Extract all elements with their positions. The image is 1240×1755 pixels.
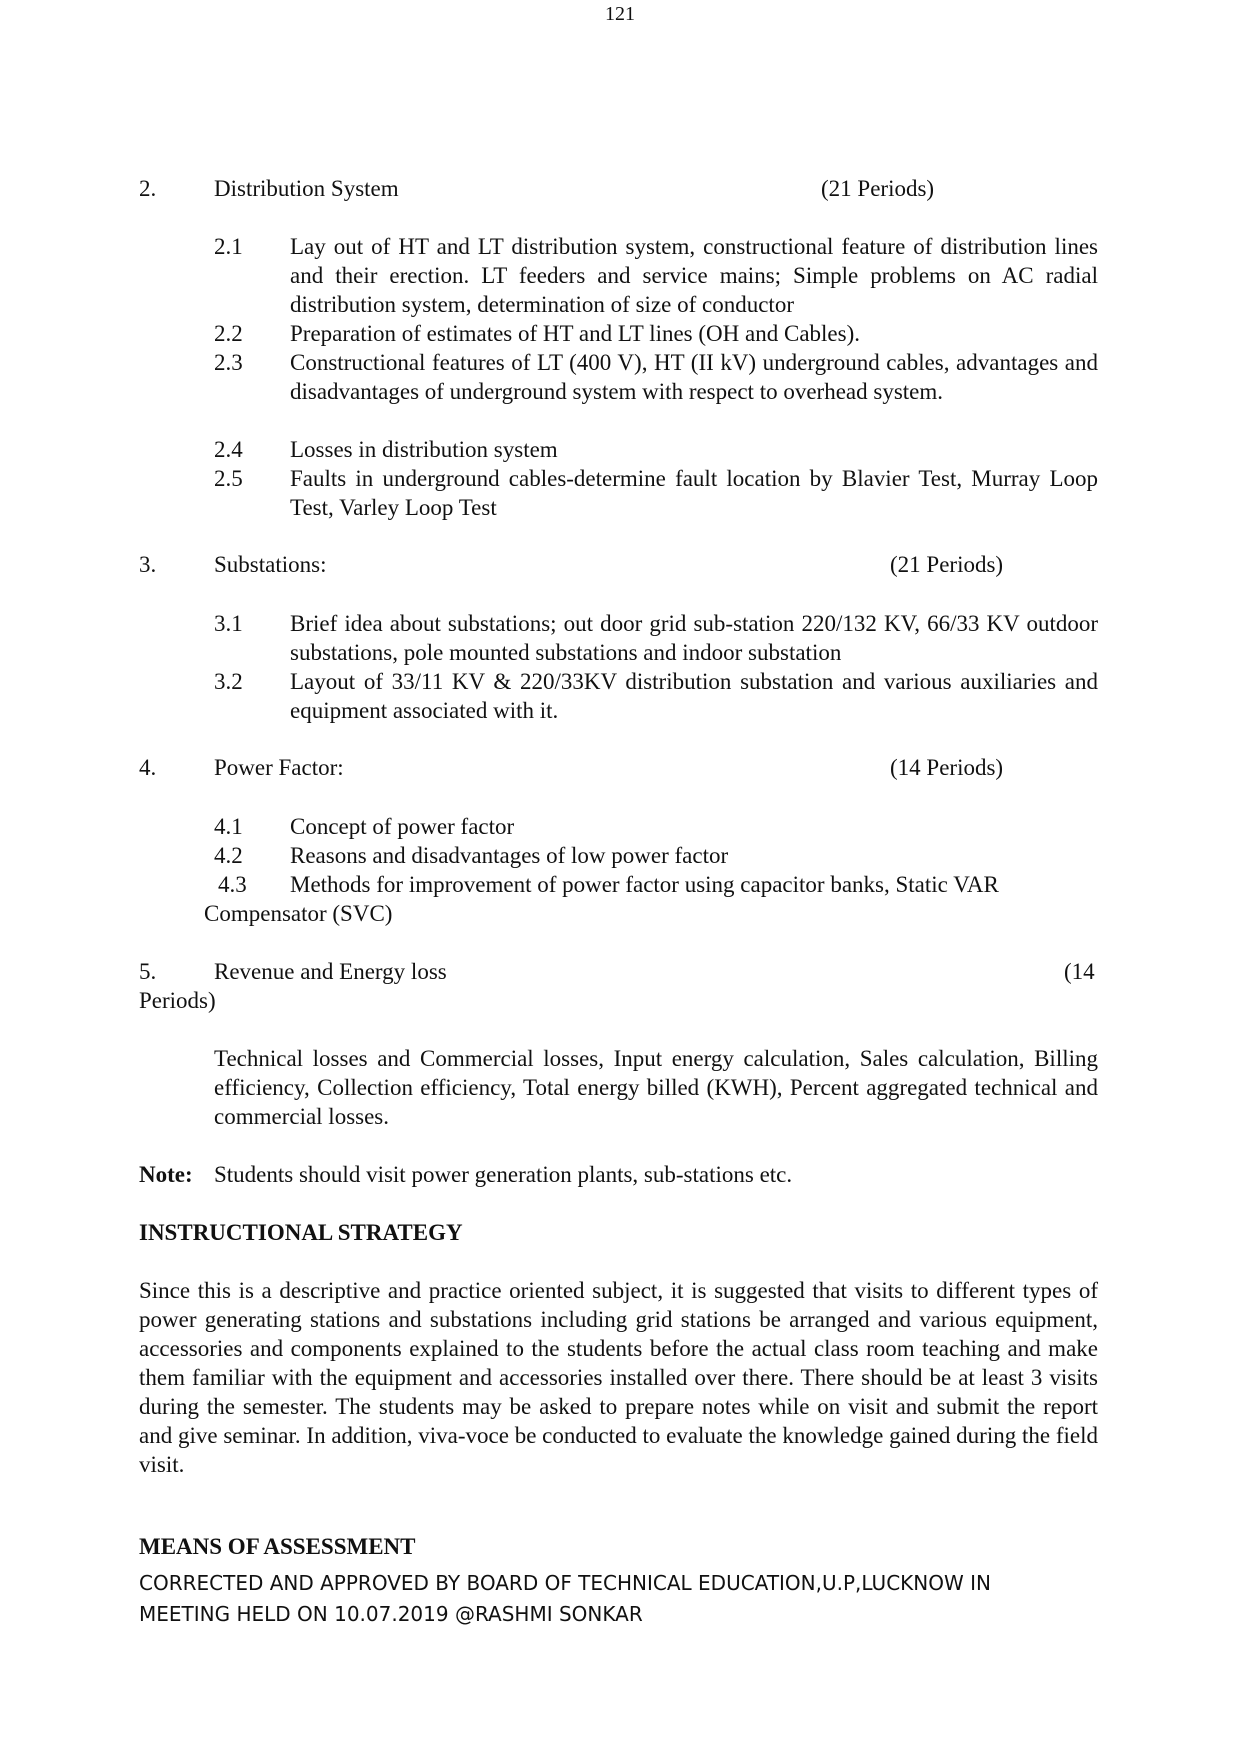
section-number: 3. <box>139 552 157 577</box>
means-of-assessment-heading: MEANS OF ASSESSMENT <box>139 1534 416 1559</box>
note-label: Note: <box>139 1162 193 1187</box>
list-item <box>214 870 1098 899</box>
list-item <box>214 841 1098 870</box>
list-item <box>214 348 1098 406</box>
item-text: Faults in underground cables-determine fault location by Blavier Test, Murray Loop Test, Varley Loop Test <box>290 466 1098 520</box>
item-number: 3.2 <box>214 669 243 694</box>
page-number: 121 <box>605 3 635 25</box>
instructional-strategy-heading: INSTRUCTIONAL STRATEGY <box>139 1220 463 1245</box>
item-text: Lay out of HT and LT distribution system, constructional feature of distribution lines and their erection. LT feeders and service mains; Simple problems on AC radial distribution system, determination of size of conductor <box>290 234 1098 317</box>
list-item <box>214 464 1098 522</box>
list-item <box>214 609 1098 667</box>
item-number: 3.1 <box>214 611 243 636</box>
list-item <box>214 435 1098 464</box>
item-text: Brief idea about substations; out door grid sub-station 220/132 KV, 66/33 KV outdoor substations, pole mounted substations and indoor substation <box>290 611 1098 665</box>
list-item <box>214 319 1098 348</box>
list-item <box>214 667 1098 725</box>
section-title: Power Factor: <box>214 755 344 780</box>
item-number: 2.1 <box>214 234 243 259</box>
section-number: 2. <box>139 176 157 201</box>
section-body: Technical losses and Commercial losses, Input energy calculation, Sales calculation, Billing efficiency, Collection efficiency, Total energy billed (KWH), Percent aggregated technical and commercial losses. <box>214 1046 1098 1129</box>
section-number: 5. <box>139 959 157 984</box>
item-number: 4.2 <box>214 843 243 868</box>
item-number: 2.2 <box>214 321 243 346</box>
item-number: 2.3 <box>214 350 243 375</box>
section-periods: (21 Periods) <box>890 552 1004 577</box>
section-periods: (14 Periods) <box>890 755 1004 780</box>
item-number: 4.1 <box>214 814 243 839</box>
note-text: Students should visit power generation plants, sub-stations etc. <box>214 1162 793 1187</box>
item-number: 2.5 <box>214 466 243 491</box>
footer-line-2: MEETING HELD ON 10.07.2019 @RASHMI SONKAR <box>139 1602 643 1626</box>
item-text: Reasons and disadvantages of low power factor <box>290 843 729 868</box>
item-text: Methods for improvement of power factor using capacitor banks, Static VAR <box>290 872 999 897</box>
item-text-continuation: Compensator (SVC) <box>204 901 393 926</box>
section-periods: (14 <box>1064 959 1095 984</box>
item-text: Constructional features of LT (400 V), HT (II kV) underground cables, advantages and disadvantages of underground system with respect to overhead system. <box>290 350 1098 404</box>
item-text: Losses in distribution system <box>290 437 558 462</box>
item-text: Preparation of estimates of HT and LT lines (OH and Cables). <box>290 321 860 346</box>
section-periods: (21 Periods) <box>821 176 935 201</box>
item-number: 2.4 <box>214 437 243 462</box>
section-title: Distribution System <box>214 176 399 201</box>
item-text: Layout of 33/11 KV & 220/33KV distribution substation and various auxiliaries and equipment associated with it. <box>290 669 1098 723</box>
instructional-strategy-text: Since this is a descriptive and practice oriented subject, it is suggested that visits to different types of power generating stations and substations including grid stations be arranged and various equipment, accessories and components explained to the students before the actual class room teaching and make them familiar with the equipment and accessories installed over there. There should be at least 3 visits during the semester. The students may be asked to prepare notes while on visit and submit the report and give seminar. In addition, viva-voce be conducted to evaluate the knowledge gained during the field visit. <box>139 1278 1098 1477</box>
item-text: Concept of power factor <box>290 814 515 839</box>
section-title: Substations: <box>214 552 327 577</box>
list-item <box>214 812 1098 841</box>
section-periods-continuation: Periods) <box>139 988 216 1013</box>
section-number: 4. <box>139 755 157 780</box>
footer-line-1: CORRECTED AND APPROVED BY BOARD OF TECHNICAL EDUCATION,U.P,LUCKNOW IN <box>139 1571 991 1595</box>
list-item <box>214 232 1098 319</box>
item-number: 4.3 <box>218 872 247 897</box>
footer-approval <box>139 1568 1099 1630</box>
section-title: Revenue and Energy loss <box>214 959 447 984</box>
